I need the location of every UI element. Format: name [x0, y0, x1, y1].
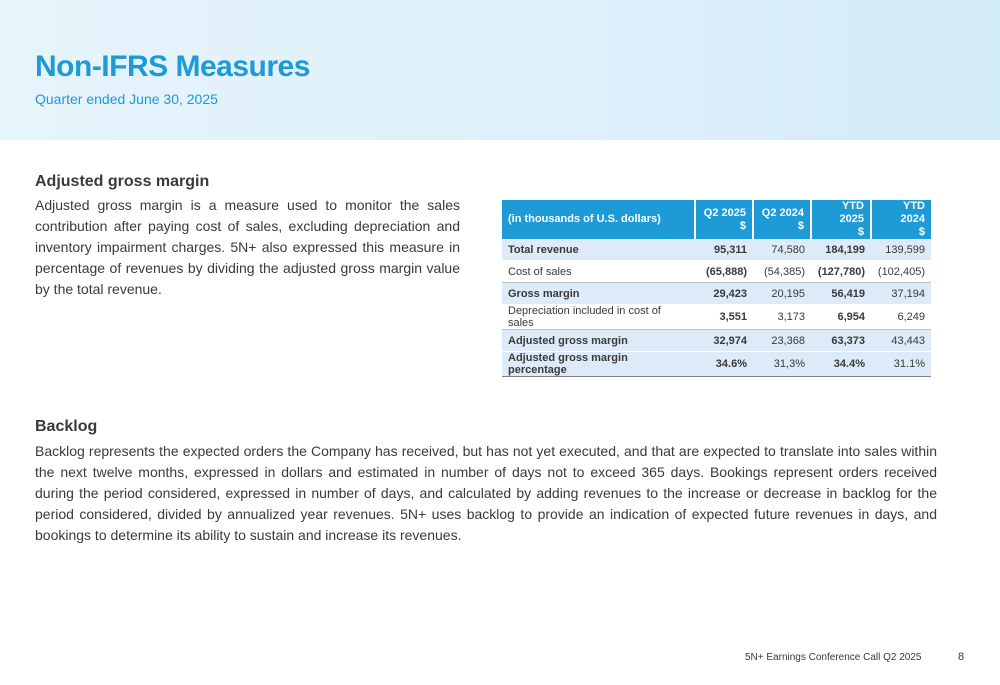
cell-value: 6,954 — [811, 305, 871, 330]
page-title: Non-IFRS Measures — [35, 50, 310, 83]
table-row-total-revenue — [502, 239, 931, 261]
cell-value: (127,780) — [811, 261, 871, 283]
cell-value: 3,173 — [753, 305, 811, 330]
cell-value: 34.6% — [695, 352, 753, 377]
cell-value: 56,419 — [811, 283, 871, 305]
table-header-row — [502, 200, 931, 239]
cell-value: 43,443 — [871, 330, 931, 352]
column-name: Q2 2025 — [703, 206, 746, 219]
cell-value: 20,195 — [753, 283, 811, 305]
cell-value: 63,373 — [811, 330, 871, 352]
cell-value: 139,599 — [871, 239, 931, 261]
cell-value: 3,551 — [695, 305, 753, 330]
table-row-cost-of-sales — [502, 261, 931, 283]
column-header — [811, 200, 871, 239]
cell-value: 23,368 — [753, 330, 811, 352]
cell-value: 95,311 — [695, 239, 753, 261]
column-name: YTD 2024 — [900, 200, 925, 225]
table-row-adjusted-gross-margin — [502, 330, 931, 352]
page-subtitle: Quarter ended June 30, 2025 — [35, 91, 218, 107]
cell-value: 31,3% — [753, 352, 811, 377]
backlog-heading: Backlog — [35, 418, 98, 435]
cell-value: 32,974 — [695, 330, 753, 352]
adjusted-gross-margin-table — [502, 200, 931, 377]
row-label: Total revenue — [502, 239, 695, 261]
cell-value: 29,423 — [695, 283, 753, 305]
column-unit: $ — [797, 219, 804, 232]
cell-value: (65,888) — [695, 261, 753, 283]
adjusted-gross-margin-description: Adjusted gross margin is a measure used to monitor the sales contribution after paying cost of sales, excluding depreciation and inventory impairment charges. 5N+ also expressed this measure in percentage of revenues by dividing the adjusted gross margin value by the total revenue. — [35, 197, 460, 297]
cell-value: 74,580 — [753, 239, 811, 261]
cell-value: 184,199 — [811, 239, 871, 261]
cell-value: (54,385) — [753, 261, 811, 283]
column-unit: $ — [857, 226, 864, 238]
cell-value: 31.1% — [871, 352, 931, 377]
cell-value: (102,405) — [871, 261, 931, 283]
table-label-header: (in thousands of U.S. dollars) — [502, 200, 695, 239]
column-name: YTD 2025 — [839, 200, 864, 225]
column-name: Q2 2024 — [761, 206, 804, 219]
page-number: 8 — [958, 651, 965, 663]
column-header — [871, 200, 931, 239]
cell-value: 34.4% — [811, 352, 871, 377]
column-header — [753, 200, 811, 239]
footer-text: 5N+ Earnings Conference Call Q2 2025 — [745, 652, 922, 663]
cell-value: 37,194 — [871, 283, 931, 305]
cell-value: 6,249 — [871, 305, 931, 330]
column-header — [695, 200, 753, 239]
table-row-depreciation — [502, 305, 931, 330]
adjusted-gross-margin-heading: Adjusted gross margin — [35, 173, 210, 190]
row-label: Depreciation included in cost of sales — [502, 305, 695, 330]
row-label: Adjusted gross margin percentage — [502, 352, 695, 377]
row-label: Cost of sales — [502, 261, 695, 283]
row-label: Adjusted gross margin — [502, 330, 695, 352]
column-unit: $ — [918, 226, 925, 238]
table-row-adjusted-gross-margin-percentage — [502, 352, 931, 377]
backlog-description: Backlog represents the expected orders the Company has received, but has not yet executed, and that are expected to translate into sales within the next twelve months, expressed in dollars and estimated in number of days not to exceed 365 days. Bookings represent orders received during the period considered, expressed in number of days, and calculated by adding revenues to the increase or decrease in backlog for the period considered, divided by annualized year revenues. 5N+ uses backlog to provide an indication of expected future revenues in days, and bookings to determine its ability to sustain and increase its revenues. — [35, 443, 937, 543]
row-label: Gross margin — [502, 283, 695, 305]
table-row-gross-margin — [502, 283, 931, 305]
column-unit: $ — [739, 219, 746, 232]
